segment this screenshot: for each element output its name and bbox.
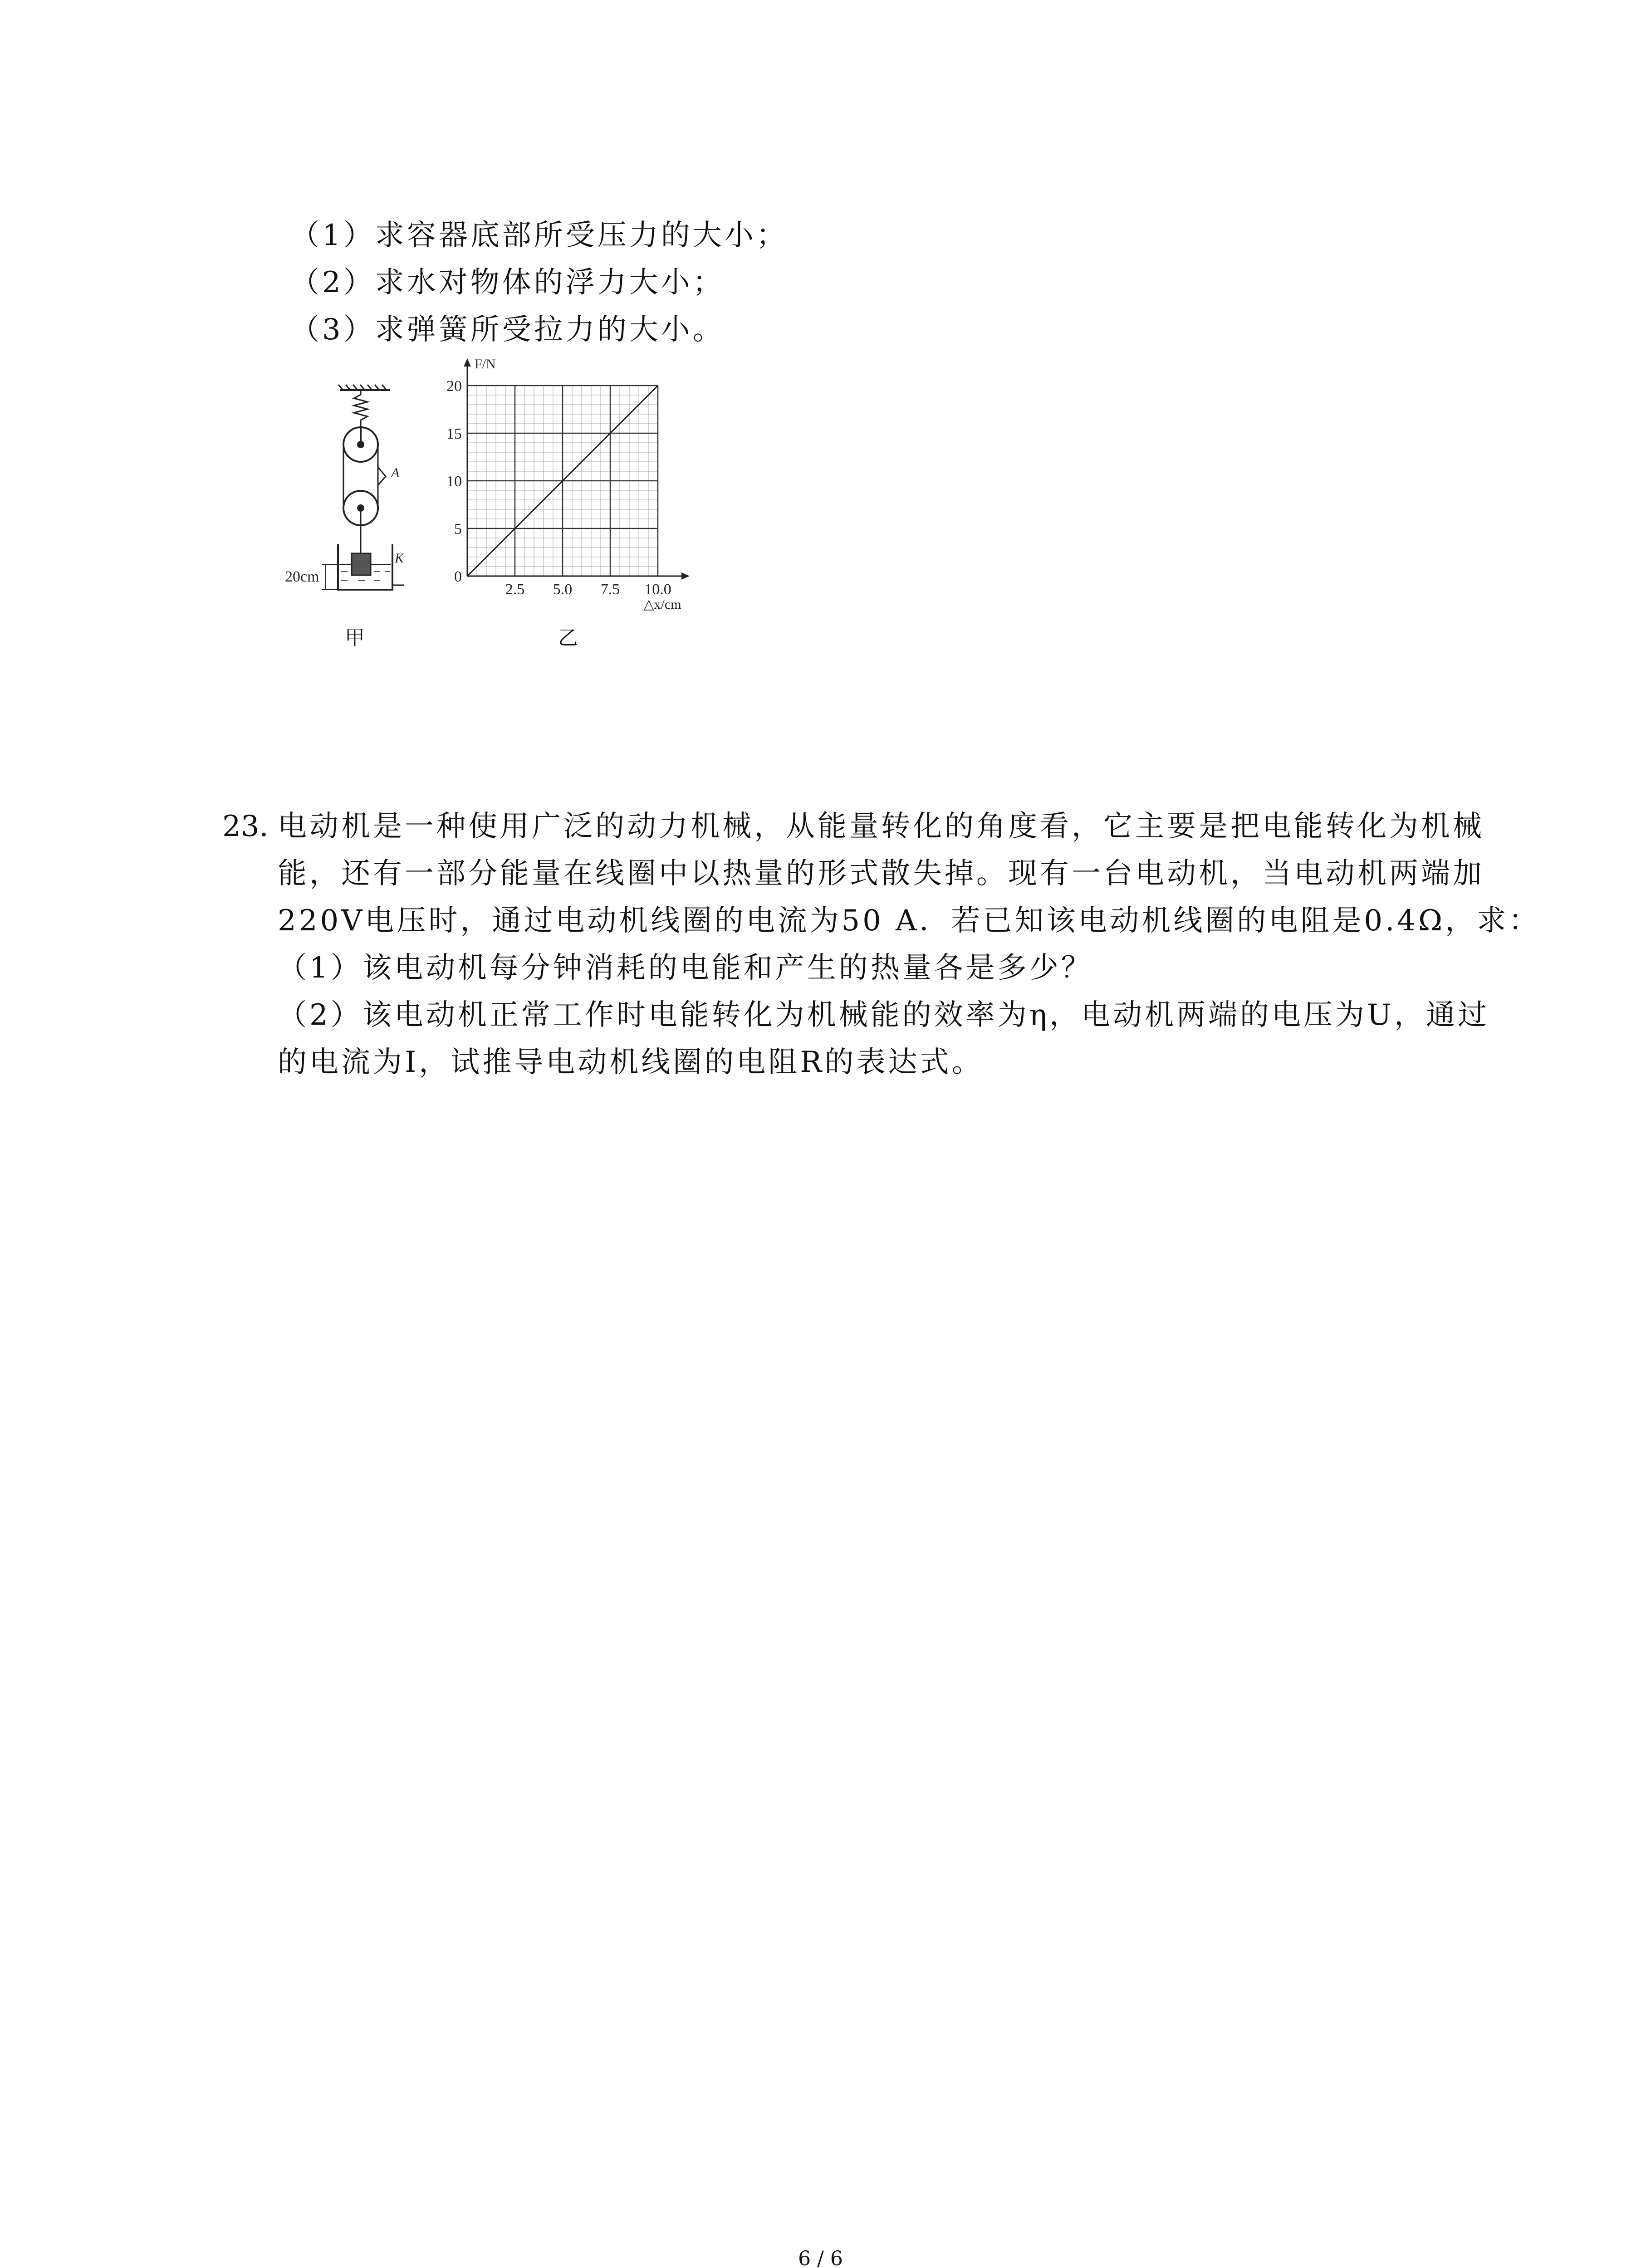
label-a: A xyxy=(391,465,400,480)
q23-number: 23. xyxy=(222,810,269,843)
x-tick-label: 5.0 xyxy=(553,581,573,598)
y-tick-label: 15 xyxy=(446,425,462,442)
y-tick-label: 5 xyxy=(454,521,462,538)
q23-line-2: 能，还有一部分能量在线圈中以热量的形式散失掉。现有一台电动机，当电动机两端加 xyxy=(278,857,1484,890)
x-tick-label: 10.0 xyxy=(644,581,671,598)
q22-item-3: （3）求弹簧所受拉力的大小。 xyxy=(290,313,725,347)
page-number: 6 / 6 xyxy=(798,2247,843,2268)
x-tick-label: 7.5 xyxy=(600,581,620,598)
y-axis-label: F/N xyxy=(475,357,496,371)
caption-yi: 乙 xyxy=(558,626,578,650)
y-tick-label: 0 xyxy=(454,568,462,585)
x-axis-label: △x/cm xyxy=(643,597,681,612)
x-tick-label: 2.5 xyxy=(505,581,525,598)
caption-jia: 甲 xyxy=(345,626,365,650)
y-axis-arrow xyxy=(464,358,471,367)
chart-labels xyxy=(446,357,681,612)
q23-line-4: （1）该电动机每分钟消耗的电能和产生的热量各是多少？ xyxy=(278,951,1093,985)
q23-line-5: （2）该电动机正常工作时电能转化为机械能的效率为η，电动机两端的电压为U，通过 xyxy=(278,998,1489,1032)
q23-line-6: 的电流为I，试推导电动机线圈的电阻R的表达式。 xyxy=(278,1046,984,1079)
x-axis-arrow xyxy=(681,572,690,580)
q22-item-1: （1）求容器底部所受压力的大小； xyxy=(290,219,788,252)
y-tick-label: 10 xyxy=(446,473,462,490)
q23-line-1: 电动机是一种使用广泛的动力机械，从能量转化的角度看，它主要是把电能转化为机械 xyxy=(278,810,1484,843)
figure-yi-chart xyxy=(436,349,717,621)
q22-item-2: （2）求水对物体的浮力大小； xyxy=(290,266,725,299)
label-k: K xyxy=(395,551,404,566)
label-depth: 20cm xyxy=(285,568,319,585)
figure-jia-apparatus xyxy=(272,372,408,626)
q23-line-3: 220V电压时，通过电动机线圈的电流为50 A．若已知该电动机线圈的电阻是0.4Ω，求： xyxy=(278,904,1541,938)
y-tick-label: 20 xyxy=(446,378,462,395)
